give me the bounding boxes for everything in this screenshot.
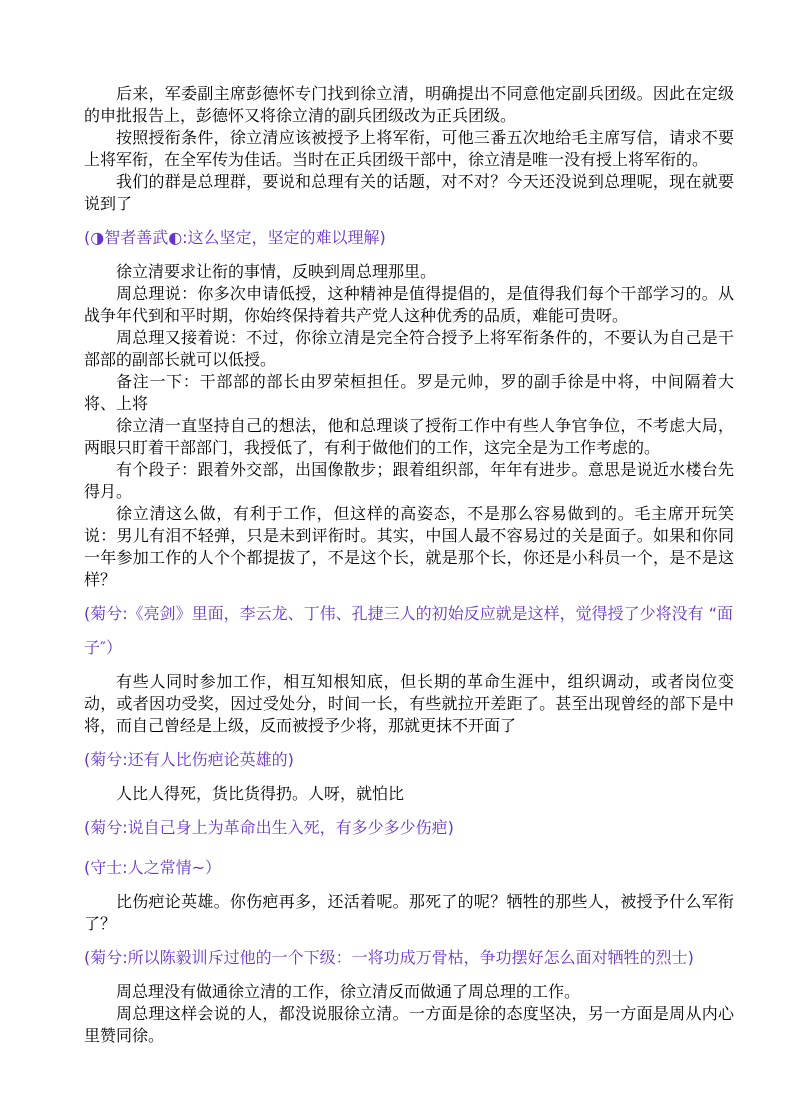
body-paragraph: 徐立清要求让衔的事情，反映到周总理那里。 bbox=[116, 262, 437, 281]
body-paragraph: 有些人同时参加工作，相互知根知底，但长期的革命生涯中，组织调动，或者岗位变动，或者因功受奖，因过受处分，时间一长，有些就拉开差距了。甚至出现曾经的部下是中将，而自己曾经是上级，反而被授予少将，那就更抹不开面了 bbox=[84, 672, 734, 735]
body-paragraph: 徐立清一直坚持自己的想法，他和总理谈了授衔工作中有些人争官争位，不考虑大局，两眼只盯着干部部门，我授低了，有利于做他们的工作，这完全是为工作考虑的。 bbox=[84, 416, 734, 457]
body-paragraph: 人比人得死，货比货得扔。人呀，就怕比 bbox=[116, 784, 405, 803]
body-paragraph: 后来，军委副主席彭德怀专门找到徐立清，明确提出不同意他定副兵团级。因此在定级的申批报告上，彭德怀又将徐立清的副兵团级改为正兵团级。 bbox=[84, 84, 734, 125]
body-paragraph: 徐立清这么做，有利于工作，但这样的高姿态，不是那么容易做到的。毛主席开玩笑说：男儿有泪不轻弹，只是未到评衔时。其实，中国人最不容易过的关是面子。如果和你同一年参加工作的人个个都提拔了，不是这个长，就是那个长，你还是小科员一个，是不是这样？ bbox=[84, 504, 734, 589]
chat-comment-line: (菊兮:《亮剑》里面，李云龙、丁伟、孔捷三人的初始反应就是这样，觉得授了少将没有 “面子″） bbox=[84, 604, 734, 657]
chat-comment-line: (菊兮:说自己身上为革命出生入死，有多少多少伤疤) bbox=[84, 818, 454, 837]
body-paragraph: 周总理这样会说的人，都没说服徐立清。一方面是徐的态度坚决，另一方面是周从内心里赞同徐。 bbox=[84, 1004, 734, 1045]
body-paragraph: 我们的群是总理群，要说和总理有关的话题，对不对？今天还没说到总理呢，现在就要说到了 bbox=[84, 172, 734, 213]
document-text-flow bbox=[84, 83, 734, 1047]
chat-comment-line: (守士:人之常情~） bbox=[84, 858, 222, 877]
chat-comment-line: (菊兮:还有人比伤疤论英雄的) bbox=[84, 750, 294, 769]
body-paragraph: 比伤疤论英雄。你伤疤再多，还活着呢。那死了的呢？牺牲的那些人，被授予什么军衔了？ bbox=[84, 892, 734, 933]
chat-comment-line: (◑智者善武◐:这么坚定，坚定的难以理解) bbox=[84, 228, 386, 247]
body-paragraph: 周总理没有做通徐立清的工作，徐立清反而做通了周总理的工作。 bbox=[116, 982, 581, 1001]
body-paragraph: 周总理又接着说：不过，你徐立清是完全符合授予上将军衔条件的，不要认为自己是干部部的副部长就可以低授。 bbox=[84, 328, 734, 369]
body-paragraph: 按照授衔条件，徐立清应该被授予上将军衔，可他三番五次地给毛主席写信，请求不要上将军衔，在全军传为佳话。当时在正兵团级干部中，徐立清是唯一没有授上将军衔的。 bbox=[84, 128, 734, 169]
body-paragraph: 周总理说：你多次申请低授，这种精神是值得提倡的，是值得我们每个干部学习的。从战争年代到和平时期，你始终保持着共产党人这种优秀的品质，难能可贵呀。 bbox=[84, 284, 734, 325]
body-paragraph: 有个段子：跟着外交部，出国像散步；跟着组织部，年年有进步。意思是说近水楼台先得月。 bbox=[84, 460, 734, 501]
chat-comment-line: (菊兮:所以陈毅训斥过他的一个下级：一将功成万骨枯，争功摆好怎么面对牺牲的烈士) bbox=[84, 948, 694, 967]
body-paragraph: 备注一下：干部部的部长由罗荣桓担任。罗是元帅，罗的副手徐是中将，中间隔着大将、上将 bbox=[84, 372, 734, 413]
